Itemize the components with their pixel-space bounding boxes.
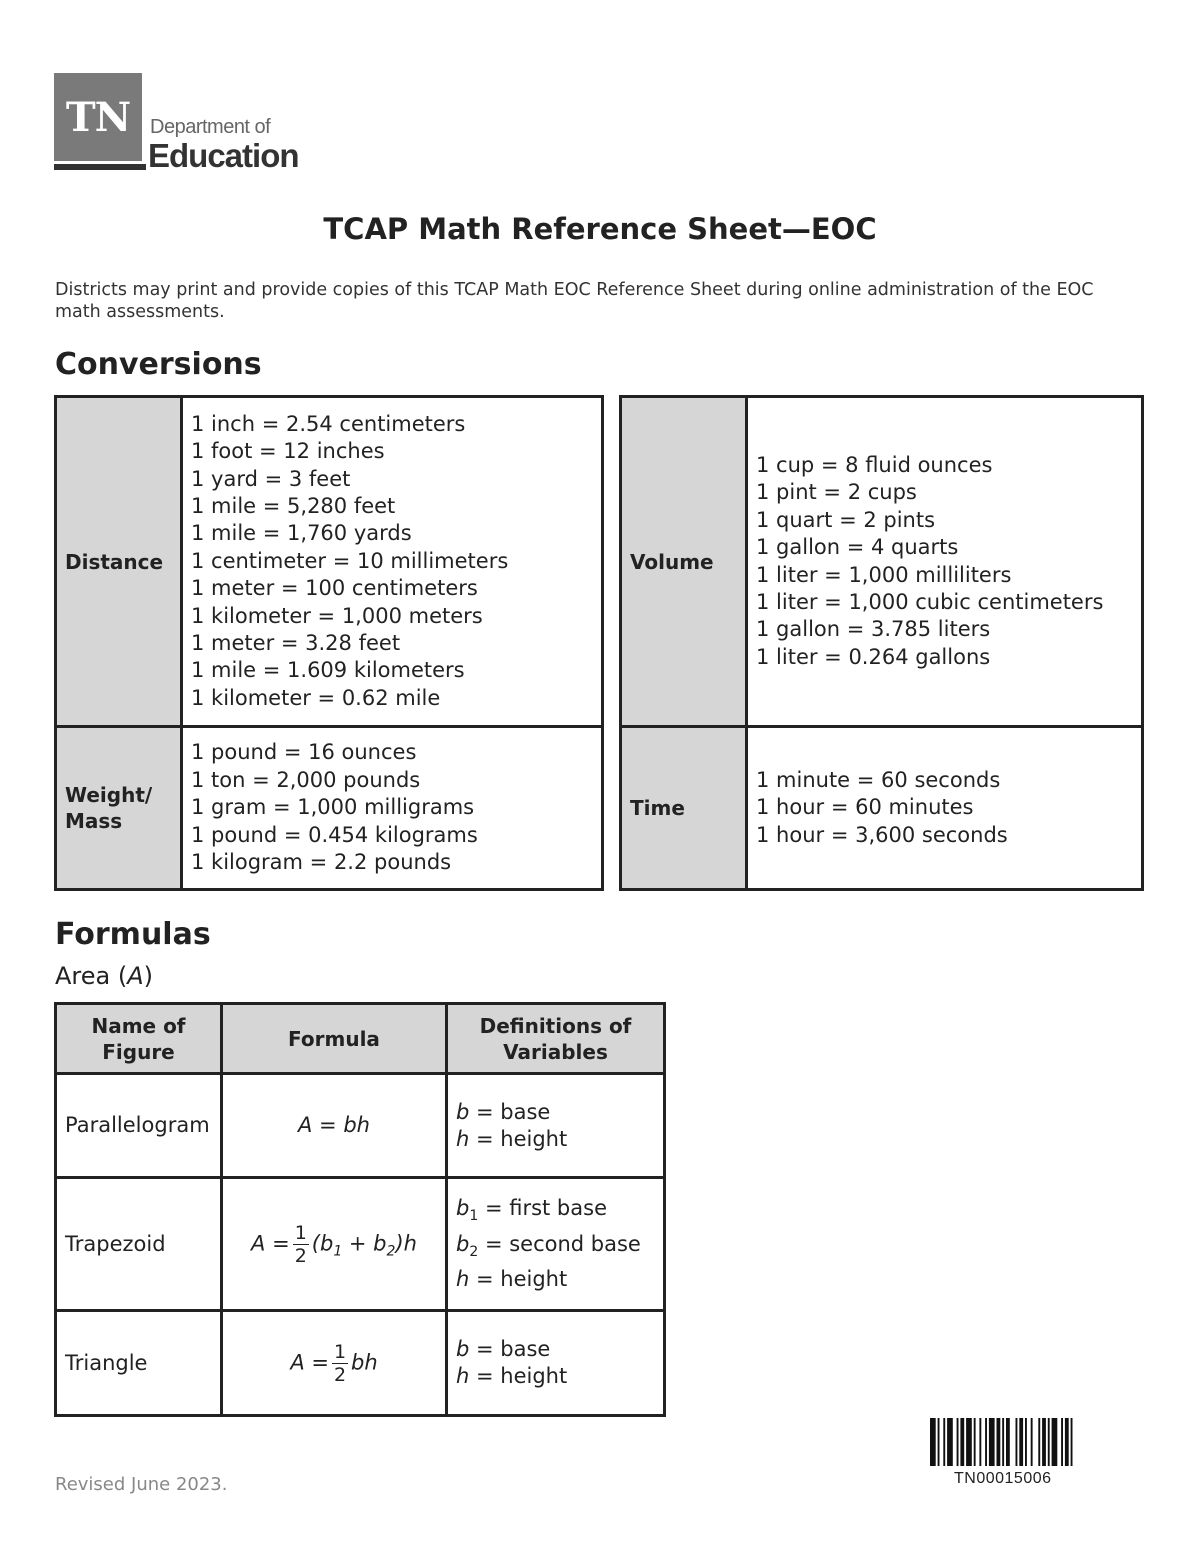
formula-cell [222,1311,447,1416]
fraction-numerator: 1 [333,1340,347,1363]
var-def: = height [469,1266,568,1291]
conversion-item: 1 kilometer = 1,000 meters [191,603,483,628]
var-def: = base [469,1337,551,1361]
conversion-item: 1 inch = 2.54 centimeters [191,411,466,436]
var-symbol: b [456,1337,470,1361]
logo-abbr: TN [65,93,131,141]
conversion-item: 1 pound = 16 ounces [191,740,417,765]
area-formulas-table [54,1002,666,1417]
barcode-bar [997,1418,1001,1466]
fraction [293,1222,309,1267]
logo-underline [54,164,146,170]
area-heading-var: A [127,962,144,990]
barcode-bar [979,1418,981,1466]
fraction-denominator: 2 [333,1363,347,1386]
definitions-cell [447,1178,665,1311]
barcode-bar [1002,1418,1004,1466]
formula-cell: A = bh [222,1074,447,1178]
conversion-item: 1 quart = 2 pints [756,507,936,532]
conversions-table-left [54,395,604,891]
volume-label: Volume [621,397,747,727]
figure-name: Trapezoid [56,1178,222,1311]
conversion-item: 1 pint = 2 cups [756,480,917,505]
var-def: = height [469,1364,568,1388]
barcode-bar [966,1418,972,1466]
revised-note: Revised June 2023. [55,1474,228,1495]
conversion-item: 1 meter = 100 centimeters [191,576,478,601]
barcode-bar [1019,1418,1023,1466]
weight-mass-label [56,727,182,890]
formula-part: + b [342,1231,387,1255]
conversion-item: 1 hour = 60 minutes [756,795,974,820]
barcode-bar [960,1418,964,1466]
area-heading-close: ) [143,962,154,990]
col-header-definitions [447,1004,665,1074]
subscript: 2 [386,1243,396,1260]
figure-name: Parallelogram [56,1074,222,1178]
conversion-item: 1 foot = 12 inches [191,439,385,464]
weight-label-line1: Weight/ [65,783,153,807]
conversion-item: 1 gallon = 3.785 liters [756,617,991,642]
barcode-bar [1065,1418,1069,1466]
intro-paragraph: Districts may print and provide copies of this TCAP Math EOC Reference Sheet during online administration of the EOC math assessments. [55,280,1094,322]
var-def: = base [469,1099,551,1124]
barcode-bar [938,1418,940,1466]
barcode-bar [974,1418,976,1466]
barcode-id: TN00015006 [954,1470,1052,1487]
conversion-item: 1 centimeter = 10 millimeters [191,548,509,573]
var-symbol: h [456,1126,470,1151]
barcode-bar [985,1418,987,1466]
var-def: = second base [478,1231,641,1256]
barcode-bar [1031,1418,1033,1466]
subscript: 2 [469,1243,479,1260]
barcode-bar [930,1418,936,1466]
weight-label-line2: Mass [65,809,123,833]
conversion-item: 1 minute = 60 seconds [756,767,1001,792]
conversion-item: 1 liter = 1,000 cubic centimeters [756,589,1104,614]
barcode-bar [1071,1418,1073,1466]
barcode-bar [1052,1418,1058,1466]
formula-part: )h [395,1231,417,1255]
conversion-item: 1 mile = 1.609 kilometers [191,658,465,683]
time-label: Time [621,727,747,890]
time-values [747,727,1143,890]
conversion-item: 1 liter = 1,000 milliliters [756,562,1012,587]
table-row [56,1074,665,1178]
formula-lhs: A = [290,1350,329,1374]
barcode-bar [957,1418,959,1466]
definitions-cell [447,1074,665,1178]
fraction-numerator: 1 [294,1221,307,1244]
table-row [56,1311,665,1416]
conversions-heading: Conversions [55,347,262,382]
barcode-bar [1006,1418,1010,1466]
volume-values [747,397,1143,727]
conversion-item: 1 gallon = 4 quarts [756,535,959,560]
barcode-image [930,1418,1118,1466]
conversion-item: 1 pound = 0.454 kilograms [191,822,478,847]
col-header-name-line2: Figure [102,1039,175,1064]
barcode-bar [1016,1418,1018,1466]
barcode-bar [989,1418,995,1466]
subscript: 1 [333,1243,343,1260]
barcode-bar [1061,1418,1063,1466]
fraction-denominator: 2 [294,1244,307,1267]
table-row [56,1178,665,1311]
formula-cell [222,1178,447,1311]
var-symbol: b [456,1231,470,1256]
subscript: 1 [469,1208,479,1225]
logo-education-text: Education [148,137,299,174]
barcode-bar [1038,1418,1040,1466]
col-header-name-line1: Name of [91,1013,186,1038]
var-def: = first base [478,1196,607,1221]
fraction [332,1341,348,1386]
formula-part: (b [311,1231,334,1255]
conversion-item: 1 kilogram = 2.2 pounds [191,850,452,875]
formula-lhs: A = [251,1231,290,1255]
conversion-item: 1 liter = 0.264 gallons [756,644,991,669]
var-symbol: b [456,1099,470,1124]
barcode-bar [943,1418,945,1466]
barcode-bar [1025,1418,1027,1466]
col-header-defs-line2: Variables [503,1039,608,1064]
area-heading [55,962,153,990]
conversion-item: 1 yard = 3 feet [191,466,351,491]
var-def: = height [469,1126,568,1151]
figure-name: Triangle [56,1311,222,1416]
col-header-name [56,1004,222,1074]
formula-part: bh [351,1350,378,1374]
conversion-item: 1 kilometer = 0.62 mile [191,685,441,710]
formulas-heading: Formulas [55,917,211,952]
definitions-cell [447,1311,665,1416]
distance-label: Distance [56,397,182,727]
weight-values [182,727,603,890]
conversions-table-right [619,395,1144,891]
page-title: TCAP Math Reference Sheet—EOC [323,212,877,246]
conversion-item: 1 mile = 1,760 yards [191,521,412,546]
conversion-item: 1 meter = 3.28 feet [191,631,401,656]
col-header-formula: Formula [222,1004,447,1074]
conversion-item: 1 mile = 5,280 feet [191,493,396,518]
conversion-item: 1 cup = 8 fluid ounces [756,452,993,477]
conversion-item: 1 hour = 3,600 seconds [756,822,1008,847]
var-symbol: b [456,1196,470,1221]
var-symbol: h [456,1266,470,1291]
barcode-bar [1042,1418,1046,1466]
tn-logo-mark [54,73,142,161]
var-symbol: h [456,1364,470,1388]
col-header-defs-line1: Definitions of [479,1013,632,1038]
barcode-bar [1048,1418,1050,1466]
distance-values [182,397,603,727]
conversion-item: 1 ton = 2,000 pounds [191,767,421,792]
barcode-bar [947,1418,953,1466]
conversion-item: 1 gram = 1,000 milligrams [191,795,475,820]
logo-dept-text: Department of [150,116,271,138]
area-heading-text: Area ( [55,962,128,990]
